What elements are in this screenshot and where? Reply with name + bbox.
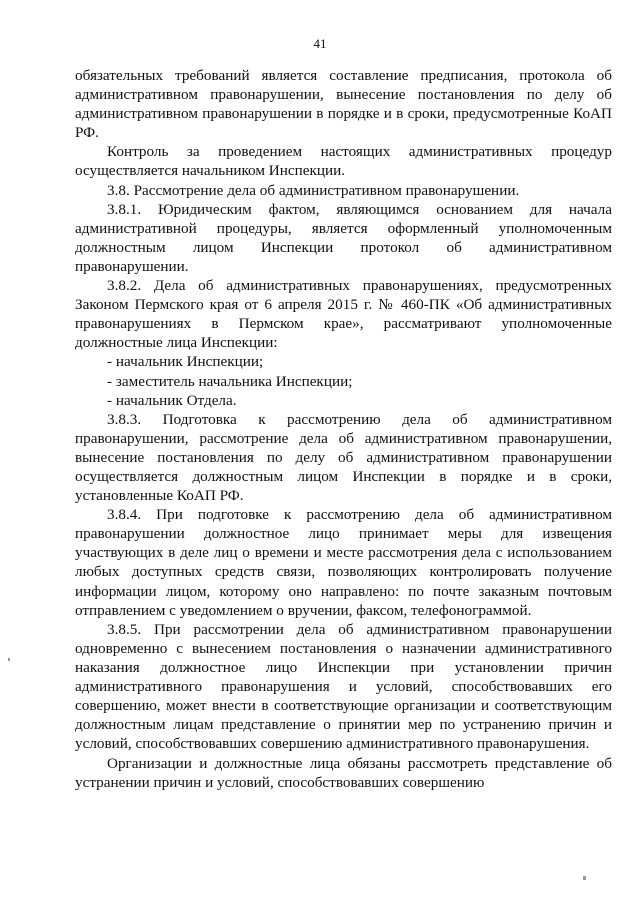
scan-speck — [583, 876, 586, 880]
list-item: - начальник Отдела. — [107, 391, 237, 409]
document-body — [75, 66, 612, 793]
paragraph-organizations: Организации и должностные лица обязаны рассмотреть представление об устранении причин и условий, способствовавших совершению — [75, 755, 612, 792]
paragraph-3-8-5: 3.8.5. При рассмотрении дела об административном правонарушении одновременно с вынесением постановления о назначении административного наказания должностное лицо Инспекции при установлении причин административного правонарушения и условий, способствовавших его совершению, может внести в соответствующие организации и соответствующим должностным лицам представление о принятии мер по устранению причин и условий, способствовавших совершению административного правонарушения. — [75, 620, 612, 753]
paragraph-3-8-1: 3.8.1. Юридическим фактом, являющимся основанием для начала административной процедуры, является оформленный уполномоченным должностным лицом Инспекции протокол об административном правонарушении. — [75, 200, 612, 275]
paragraph-continuation: обязательных требований является составление предписания, протокола об административном правонарушении, вынесение постановления по делу об административном правонарушении в порядке и в сроки, предусмотренные КоАП РФ. — [75, 67, 612, 142]
list-item: - начальник Инспекции; — [107, 353, 264, 371]
paragraph-control: Контроль за проведением настоящих административных процедур осуществляется начальником Инспекции. — [75, 143, 612, 180]
page-number: 41 — [313, 36, 327, 51]
paragraph-3-8-3: 3.8.3. Подготовка к рассмотрению дела об административном правонарушении, рассмотрение дела об административном правонарушении, вынесение постановления по делу об административном правонарушении осуществляется должностным лицом Инспекции в порядке и в сроки, установленные КоАП РФ. — [75, 410, 612, 505]
section-heading-3-8: 3.8. Рассмотрение дела об административном правонарушении. — [107, 181, 520, 199]
paragraph-3-8-4: 3.8.4. При подготовке к рассмотрению дела об административном правонарушении должностное лицо принимает меры для извещения участвующих в деле лиц о времени и месте рассмотрения дела с использованием любых доступных средств связи, позволяющих контролировать получение информации лицом, которому оно направлено: по почте заказным почтовым отправлением с уведомлением о вручении, факсом, телефонограммой. — [75, 506, 612, 619]
scan-speck — [8, 658, 10, 661]
paragraph-3-8-2: 3.8.2. Дела об административных правонарушениях, предусмотренных Законом Пермского края от 6 апреля 2015 г. № 460-ПК «Об административных правонарушениях в Пермском крае», рассматривают уполномоченные должностные лица Инспекции: — [75, 277, 612, 352]
list-item: - заместитель начальника Инспекции; — [107, 372, 353, 390]
